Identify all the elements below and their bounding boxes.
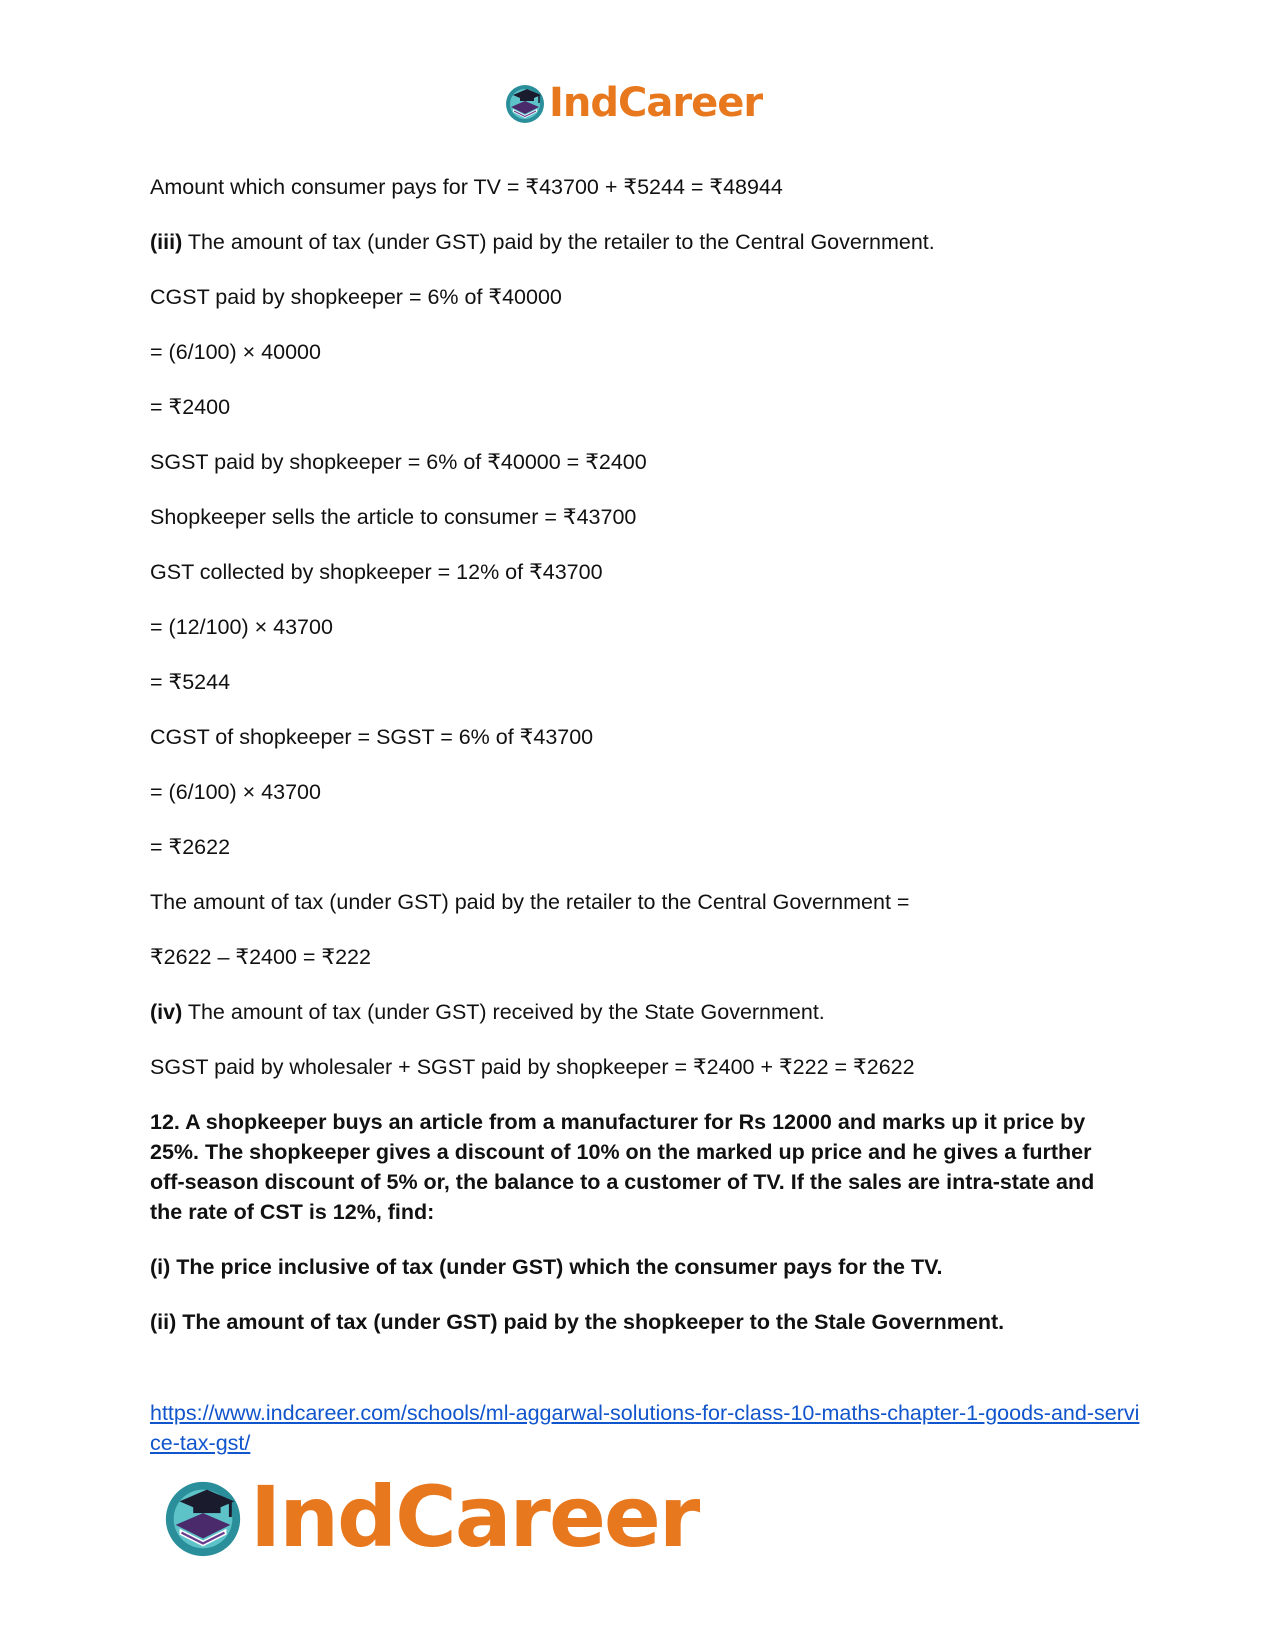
footer-logo xyxy=(160,1468,699,1566)
text-line: = ₹5244 xyxy=(150,670,231,694)
text-line: SGST paid by wholesaler + SGST paid by shopkeeper = ₹2400 + ₹222 = ₹2622 xyxy=(150,1055,915,1079)
text-line: Shopkeeper sells the article to consumer = ₹43700 xyxy=(150,505,637,529)
text-line: Amount which consumer pays for TV = ₹43700 + ₹5244 = ₹48944 xyxy=(150,175,783,199)
text-line: = ₹2622 xyxy=(150,835,231,859)
document-body xyxy=(150,172,1130,1362)
source-link[interactable]: https://www.indcareer.com/schools/ml-aggarwal-solutions-for-class-10-maths-chapter-1-goods-and-service-tax-gst/ xyxy=(150,1401,1140,1455)
question-12: 12. A shopkeeper buys an article from a manufacturer for Rs 12000 and marks up it price by 25%. The shopkeeper gives a discount of 10% on the marked up price and he gives a further off-season discount of 5% or, the balance to a customer of TV. If the sales are intra-state and the rate of CST is 12%, find: xyxy=(150,1110,1095,1224)
text-line: (iv) The amount of tax (under GST) received by the State Government. xyxy=(150,1000,825,1024)
part-label: (iv) xyxy=(150,1000,183,1024)
brand-wordmark: IndCareer xyxy=(549,80,763,126)
question-part-ii: (ii) The amount of tax (under GST) paid by the shopkeeper to the Stale Government. xyxy=(150,1310,1005,1334)
text-line: CGST paid by shopkeeper = 6% of ₹40000 xyxy=(150,285,562,309)
text-line: = (12/100) × 43700 xyxy=(150,615,333,639)
text-line: GST collected by shopkeeper = 12% of ₹43700 xyxy=(150,560,603,584)
header-logo xyxy=(503,80,762,126)
text-line: = (6/100) × 43700 xyxy=(150,780,321,804)
text-line: (iii) The amount of tax (under GST) paid by the retailer to the Central Government. xyxy=(150,230,935,254)
graduation-book-icon xyxy=(160,1474,246,1560)
text-line: = (6/100) × 40000 xyxy=(150,340,321,364)
text-line: The amount of tax (under GST) paid by the retailer to the Central Government = xyxy=(150,890,910,914)
text-line: ₹2622 – ₹2400 = ₹222 xyxy=(150,945,371,969)
text-line: = ₹2400 xyxy=(150,395,231,419)
brand-wordmark: IndCareer xyxy=(250,1468,699,1566)
text-line: SGST paid by shopkeeper = 6% of ₹40000 = ₹2400 xyxy=(150,450,647,474)
graduation-book-icon xyxy=(503,81,547,125)
question-part-i: (i) The price inclusive of tax (under GST) which the consumer pays for the TV. xyxy=(150,1255,943,1279)
part-label: (iii) xyxy=(150,230,183,254)
text-line: CGST of shopkeeper = SGST = 6% of ₹43700 xyxy=(150,725,594,749)
